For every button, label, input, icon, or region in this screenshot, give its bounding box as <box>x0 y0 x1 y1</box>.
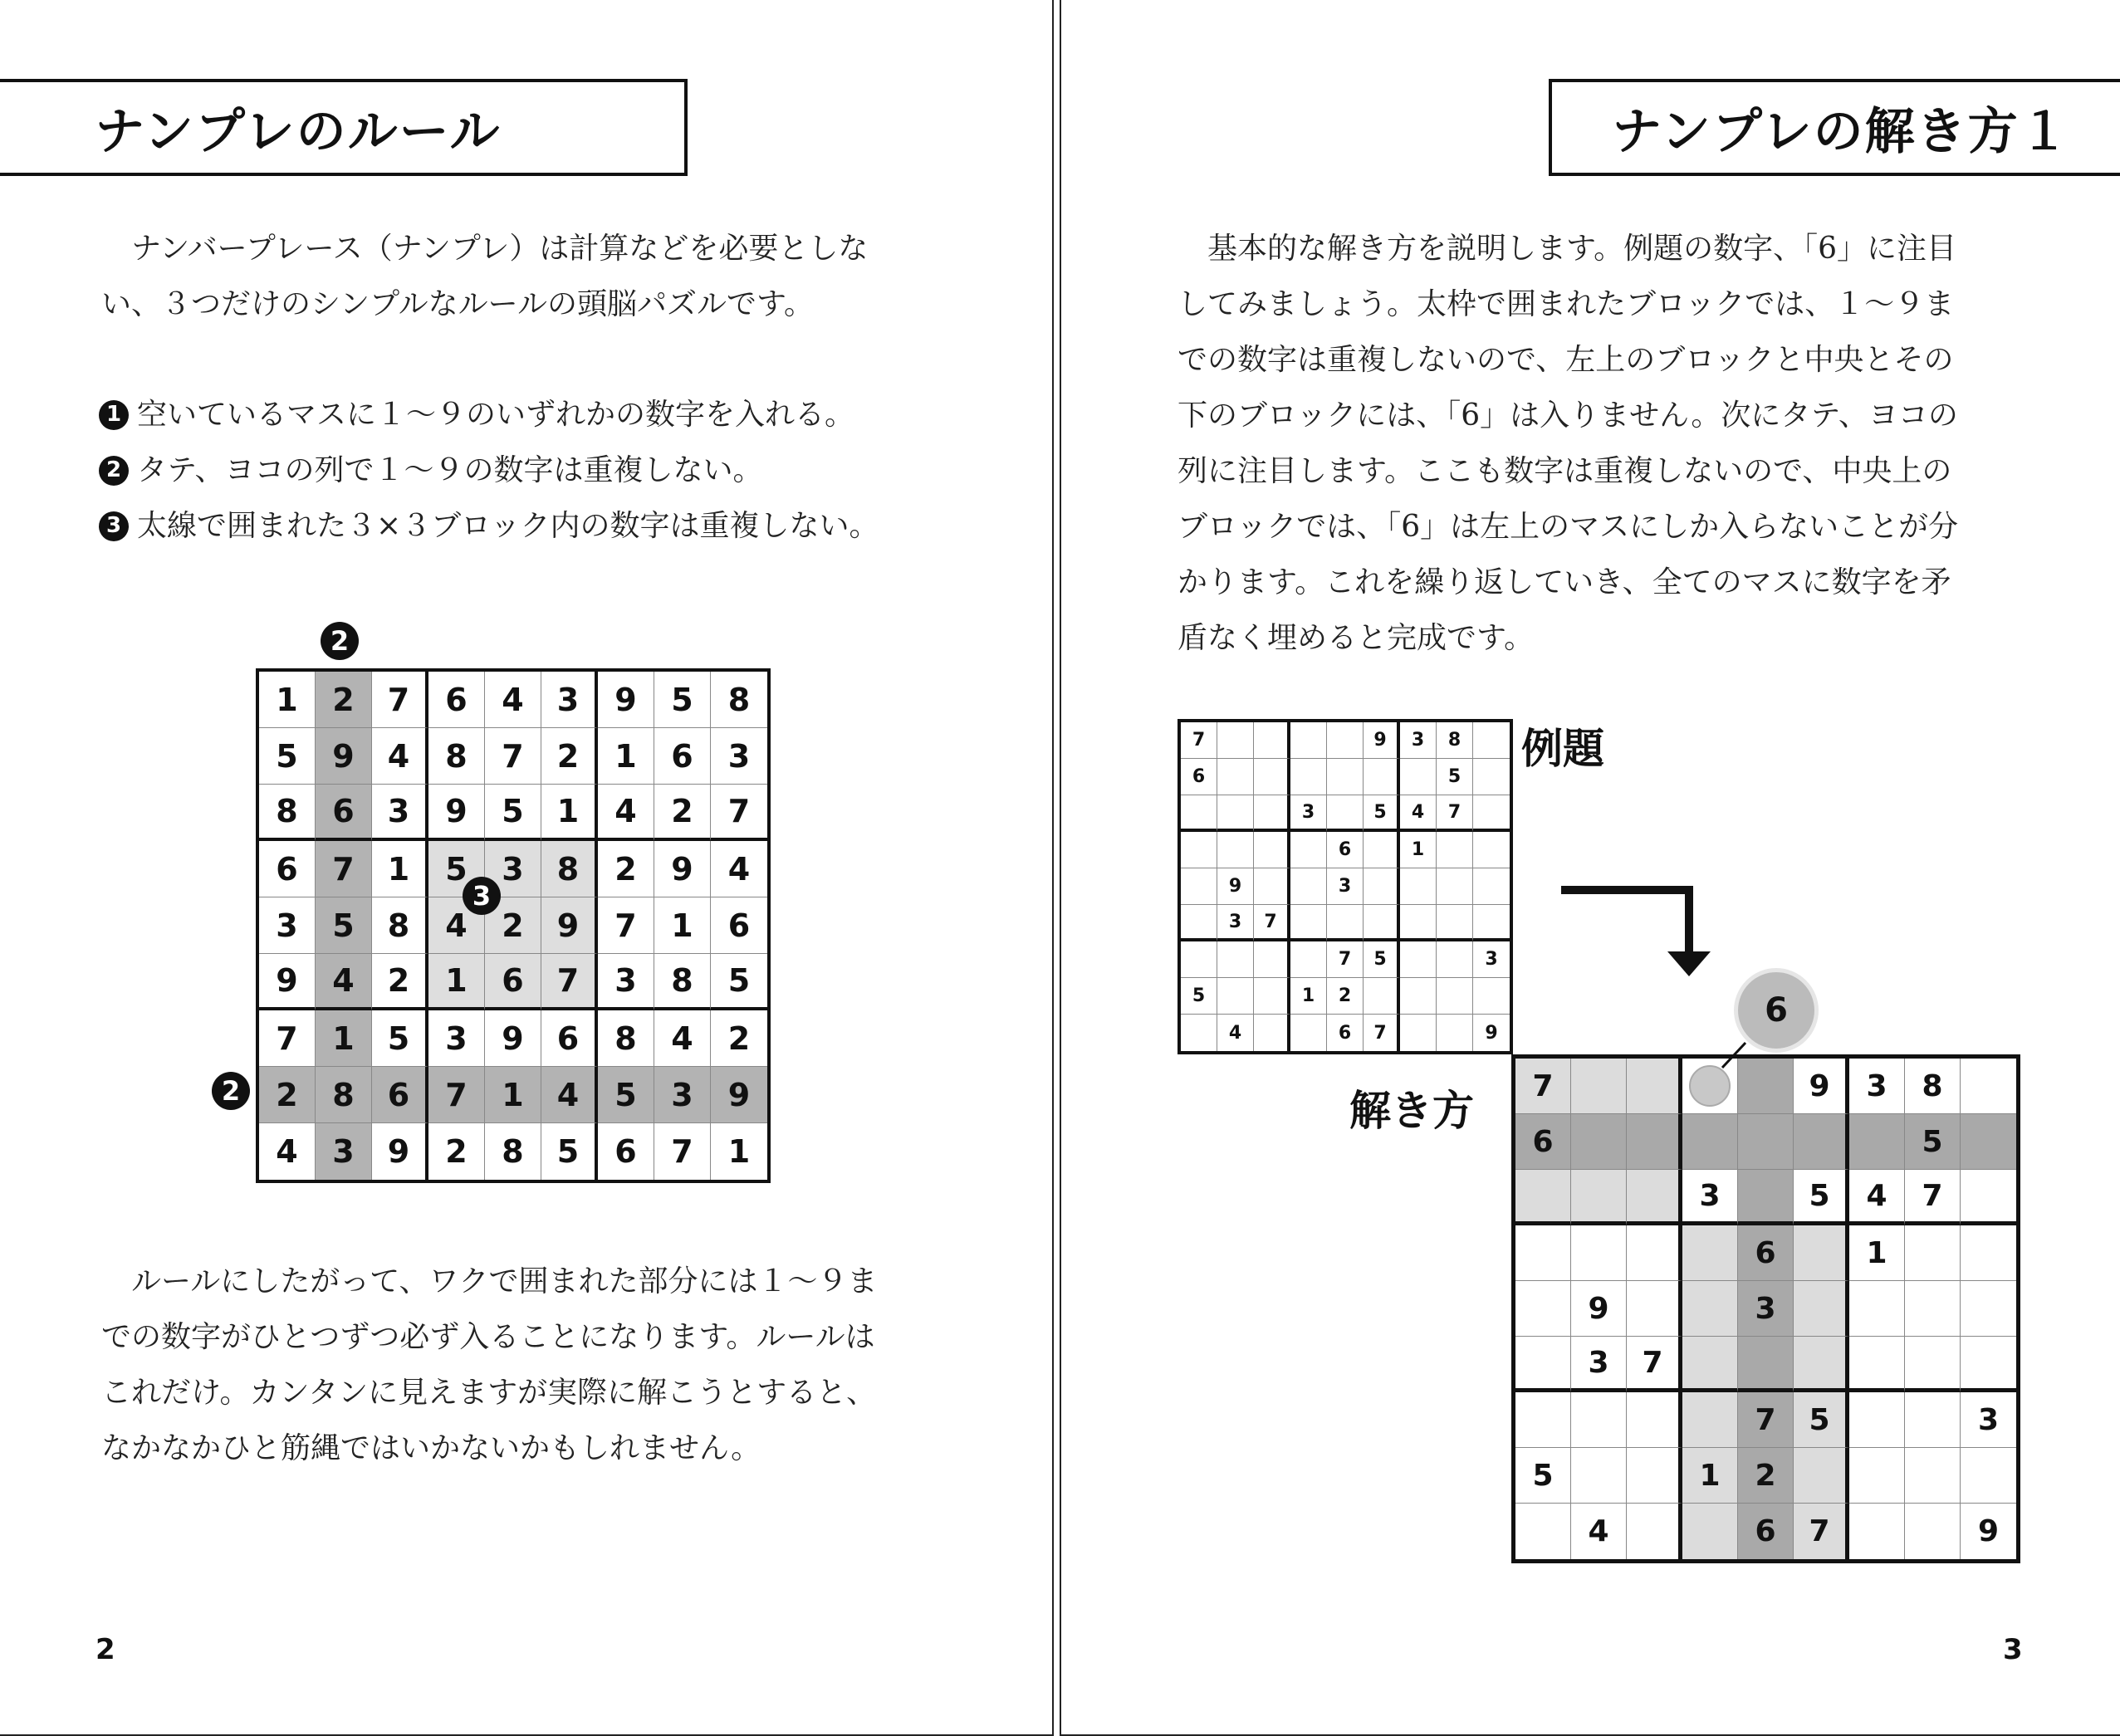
solution-cell <box>1905 1504 1961 1559</box>
example-cell <box>1364 868 1400 905</box>
grid-cell: 4 <box>541 1067 598 1123</box>
grid-cell: 3 <box>711 728 767 785</box>
grid-cell: 3 <box>654 1067 711 1123</box>
grid-cell: 2 <box>428 1123 485 1180</box>
grid-cell: 9 <box>541 897 598 954</box>
right-intro-line: 基本的な解き方を説明します。例題の数字、「6」に注目 <box>1178 232 1957 266</box>
example-cell <box>1364 832 1400 868</box>
grid-cell: 6 <box>598 1123 654 1180</box>
solution-cell <box>1515 1281 1571 1337</box>
solution-cell: 3 <box>1682 1170 1738 1225</box>
solution-cell <box>1961 1337 2016 1392</box>
left-closing <box>101 1254 878 1476</box>
example-cell <box>1254 759 1290 795</box>
solution-cell: 7 <box>1627 1337 1682 1392</box>
left-page-number: 2 <box>95 1633 115 1666</box>
solution-cell <box>1961 1225 2016 1281</box>
solution-cell <box>1627 1170 1682 1225</box>
example-cell: 2 <box>1327 978 1364 1015</box>
example-cell <box>1364 905 1400 941</box>
solution-cell <box>1571 1448 1627 1504</box>
example-cell <box>1327 795 1364 832</box>
grid-cell: 3 <box>598 954 654 1010</box>
example-cell: 7 <box>1254 905 1290 941</box>
example-cell <box>1290 868 1327 905</box>
example-cell: 3 <box>1327 868 1364 905</box>
right-page-title: ナンプレの解き方１ <box>1612 102 2071 161</box>
example-cell <box>1254 978 1290 1015</box>
example-cell: 4 <box>1217 1015 1254 1051</box>
right-intro <box>1178 221 1958 666</box>
example-cell <box>1217 722 1254 759</box>
example-cell: 5 <box>1364 795 1400 832</box>
grid-cell: 9 <box>485 1010 541 1067</box>
solution-cell <box>1794 1281 1849 1337</box>
grid-cell: 4 <box>428 897 485 954</box>
example-cell <box>1400 941 1437 978</box>
solution-cell: 9 <box>1977 1514 2000 1548</box>
grid-cell: 2 <box>372 954 428 1010</box>
solution-cell <box>1961 1114 2016 1170</box>
solution-cell: 9 <box>1571 1281 1627 1337</box>
example-cell <box>1254 1015 1290 1051</box>
example-cell <box>1473 722 1510 759</box>
example-cell <box>1290 722 1327 759</box>
solution-cell: 4 <box>1571 1504 1627 1559</box>
solution-cell <box>1682 1392 1738 1448</box>
solution-cell: 6 <box>1738 1225 1794 1281</box>
left-intro-line: い、３つだけのシンプルなルールの頭脳パズルです。 <box>101 287 815 321</box>
grid-cell: 6 <box>316 785 372 841</box>
solution-cell <box>1627 1448 1682 1504</box>
highlight-digit-bubble: 6 <box>1734 968 1819 1053</box>
example-cell <box>1254 941 1290 978</box>
grid-cell: 5 <box>654 672 711 728</box>
grid-cell: 7 <box>711 785 767 841</box>
example-cell <box>1364 978 1400 1015</box>
grid-cell: 6 <box>711 897 767 954</box>
grid-cell: 9 <box>654 841 711 897</box>
solution-cell: 5 <box>1905 1114 1961 1170</box>
solution-cell <box>1571 1114 1627 1170</box>
example-cell <box>1400 868 1437 905</box>
example-cell <box>1437 941 1473 978</box>
grid-cell: 8 <box>428 728 485 785</box>
example-cell <box>1290 1015 1327 1051</box>
grid-cell: 3 <box>541 672 598 728</box>
solution-cell <box>1849 1337 1905 1392</box>
grid-cell: 2 <box>316 672 372 728</box>
example-cell <box>1254 722 1290 759</box>
left-intro-line: ナンバープレース（ナンプレ）は計算などを必要としな <box>101 232 869 266</box>
solution-cell <box>1794 1448 1849 1504</box>
example-cell <box>1437 905 1473 941</box>
solution-cell <box>1571 1170 1627 1225</box>
left-title-box <box>0 79 688 176</box>
rule-item <box>99 387 879 443</box>
rules-list <box>99 387 879 554</box>
grid-cell: 1 <box>372 841 428 897</box>
grid-cell: 9 <box>711 1067 767 1123</box>
example-cell <box>1290 941 1327 978</box>
left-page-title: ナンプレのルール <box>95 102 502 161</box>
solution-cell <box>1515 1392 1571 1448</box>
right-intro-line: 下のブロックには、「6」は入りません。次にタテ、ヨコの <box>1178 399 1958 433</box>
solution-cell <box>1627 1392 1682 1448</box>
grid-cell: 9 <box>428 785 485 841</box>
solution-cell <box>1627 1059 1682 1114</box>
solution-cell <box>1738 1170 1794 1225</box>
grid-cell: 4 <box>259 1123 316 1180</box>
grid-cell: 8 <box>485 1123 541 1180</box>
rule-item <box>99 443 879 498</box>
right-intro-line: かります。これを繰り返していき、全てのマスに数字を矛 <box>1178 565 1951 599</box>
grid-cell: 7 <box>598 897 654 954</box>
solution-cell <box>1627 1225 1682 1281</box>
solution-cell <box>1905 1225 1961 1281</box>
example-cell <box>1217 832 1254 868</box>
solution-cell: 3 <box>1961 1392 2016 1448</box>
solution-cell: 7 <box>1515 1059 1571 1114</box>
example-cell <box>1254 868 1290 905</box>
grid-cell: 2 <box>598 841 654 897</box>
rule-marker: 2 <box>99 456 129 486</box>
solution-cell <box>1627 1281 1682 1337</box>
left-closing-line: での数字がひとつずつ必ず入ることになります。ルールは <box>101 1320 875 1354</box>
example-cell: 8 <box>1437 722 1473 759</box>
solution-cell: 7 <box>1794 1504 1849 1559</box>
solution-cell <box>1627 1504 1682 1559</box>
grid-cell: 2 <box>654 785 711 841</box>
example-cell <box>1254 795 1290 832</box>
example-cell: 7 <box>1437 795 1473 832</box>
right-intro-line: での数字は重複しないので、左上のブロックと中央とその <box>1178 343 1954 377</box>
example-cell: 5 <box>1181 978 1217 1015</box>
grid-cell: 8 <box>654 954 711 1010</box>
rule-item <box>99 498 879 554</box>
example-label: 例題 <box>1521 725 1604 773</box>
example-cell <box>1217 978 1254 1015</box>
example-cell <box>1217 941 1254 978</box>
grid-cell: 5 <box>598 1067 654 1123</box>
grid-cell: 4 <box>372 728 428 785</box>
right-intro-line: ブロックでは、「6」は左上のマスにしか入らないことが分 <box>1178 510 1959 544</box>
solution-cell <box>1682 1504 1738 1559</box>
grid-cell: 8 <box>372 897 428 954</box>
example-cell <box>1437 1015 1473 1051</box>
example-cell <box>1290 905 1327 941</box>
grid-cell: 2 <box>541 728 598 785</box>
example-cell <box>1473 759 1510 795</box>
grid-cell: 6 <box>541 1010 598 1067</box>
grid-cell: 4 <box>654 1010 711 1067</box>
example-cell <box>1254 832 1290 868</box>
right-title-box <box>1549 79 2120 176</box>
grid-cell: 5 <box>259 728 316 785</box>
example-cell <box>1473 795 1510 832</box>
solution-cell <box>1849 1392 1905 1448</box>
solution-cell <box>1571 1059 1627 1114</box>
grid-cell: 7 <box>428 1067 485 1123</box>
solution-cell <box>1738 1114 1794 1170</box>
solution-cell: 2 <box>1738 1448 1794 1504</box>
rule-marker: 1 <box>99 400 129 430</box>
solution-cell <box>1905 1448 1961 1504</box>
solution-cell: 1 <box>1849 1225 1905 1281</box>
example-cell <box>1181 795 1217 832</box>
example-cell: 7 <box>1364 1015 1400 1051</box>
grid-cell: 2 <box>485 897 541 954</box>
solution-cell <box>1738 1337 1794 1392</box>
example-cell <box>1437 832 1473 868</box>
grid-cell: 7 <box>541 954 598 1010</box>
grid-cell: 8 <box>316 1067 372 1123</box>
example-cell: 3 <box>1217 905 1254 941</box>
solution-cell <box>1794 1225 1849 1281</box>
grid-cell: 1 <box>485 1067 541 1123</box>
grid-cell: 7 <box>485 728 541 785</box>
left-closing-line: なかなかひと筋縄ではいかないかもしれません。 <box>101 1431 761 1465</box>
example-cell: 6 <box>1181 759 1217 795</box>
example-cell <box>1473 905 1510 941</box>
grid-cell: 3 <box>485 841 541 897</box>
example-cell <box>1473 832 1510 868</box>
example-puzzle-grid <box>1178 719 1513 1054</box>
solution-cell <box>1571 1392 1627 1448</box>
solution-cell: 3 <box>1849 1059 1905 1114</box>
grid-cell: 8 <box>541 841 598 897</box>
example-cell <box>1400 1015 1437 1051</box>
grid-cell: 3 <box>372 785 428 841</box>
solution-cell: 8 <box>1905 1059 1961 1114</box>
example-cell <box>1181 1015 1217 1051</box>
solution-cell: 3 <box>1571 1337 1627 1392</box>
example-cell: 9 <box>1217 868 1254 905</box>
grid-cell: 8 <box>598 1010 654 1067</box>
solution-cell: 4 <box>1849 1170 1905 1225</box>
right-intro-line: してみましょう。太枠で囲まれたブロックでは、１～９ま <box>1178 287 1955 321</box>
solution-cell <box>1961 1281 2016 1337</box>
solution-cell <box>1849 1448 1905 1504</box>
solution-cell <box>1905 1392 1961 1448</box>
example-cell <box>1364 759 1400 795</box>
example-cell <box>1437 978 1473 1015</box>
example-cell: 3 <box>1290 795 1327 832</box>
solution-cell: 5 <box>1794 1392 1849 1448</box>
solution-cell: 5 <box>1515 1448 1571 1504</box>
grid-cell: 1 <box>428 954 485 1010</box>
example-cell <box>1400 759 1437 795</box>
arrow-icon <box>1553 880 1719 988</box>
grid-cell: 1 <box>541 785 598 841</box>
grid-cell: 5 <box>485 785 541 841</box>
grid-cell: 5 <box>372 1010 428 1067</box>
grid-cell: 7 <box>316 841 372 897</box>
row-marker: 2 <box>212 1072 250 1110</box>
grid-cell: 1 <box>316 1010 372 1067</box>
solution-cell: 5 <box>1794 1170 1849 1225</box>
example-cell <box>1473 978 1510 1015</box>
example-cell: 4 <box>1400 795 1437 832</box>
solution-cell <box>1738 1059 1794 1114</box>
grid-cell: 6 <box>259 841 316 897</box>
grid-cell: 7 <box>654 1123 711 1180</box>
rule-text: タテ、ヨコの列で１～９の数字は重複しない。 <box>137 453 763 487</box>
solution-cell: 3 <box>1738 1281 1794 1337</box>
example-cell <box>1181 832 1217 868</box>
solution-cell: 9 <box>1794 1059 1849 1114</box>
solution-label: 解き方 <box>1349 1087 1474 1135</box>
solution-cell <box>1794 1114 1849 1170</box>
example-cell <box>1400 978 1437 1015</box>
grid-cell: 6 <box>485 954 541 1010</box>
grid-cell: 5 <box>711 954 767 1010</box>
rule-text: 空いているマスに１～９のいずれかの数字を入れる。 <box>137 398 855 432</box>
grid-cell: 6 <box>428 672 485 728</box>
grid-cell: 8 <box>711 672 767 728</box>
grid-cell: 6 <box>654 728 711 785</box>
grid-cell: 1 <box>654 897 711 954</box>
solution-cell <box>1849 1281 1905 1337</box>
example-cell: 6 <box>1327 1015 1364 1051</box>
grid-cell: 4 <box>598 785 654 841</box>
solution-cell: 1 <box>1682 1448 1738 1504</box>
grid-cell: 5 <box>428 841 485 897</box>
example-cell <box>1290 832 1327 868</box>
example-cell <box>1181 941 1217 978</box>
block-marker: 3 <box>463 877 501 915</box>
left-closing-line: ルールにしたがって、ワクで囲まれた部分には１～９ま <box>101 1264 878 1298</box>
grid-cell: 7 <box>372 672 428 728</box>
solution-cell <box>1961 1170 2016 1225</box>
grid-cell: 3 <box>316 1123 372 1180</box>
example-cell <box>1290 759 1327 795</box>
solution-cell <box>1515 1170 1571 1225</box>
example-cell <box>1437 868 1473 905</box>
left-intro <box>101 221 868 332</box>
solution-cell <box>1682 1059 1738 1114</box>
grid-cell: 9 <box>372 1123 428 1180</box>
grid-cell: 1 <box>727 1133 751 1170</box>
grid-cell: 8 <box>259 785 316 841</box>
example-cell: 1 <box>1400 832 1437 868</box>
example-cell: 1 <box>1290 978 1327 1015</box>
grid-cell: 5 <box>541 1123 598 1180</box>
example-cell: 6 <box>1327 832 1364 868</box>
grid-cell: 1 <box>259 672 316 728</box>
grid-cell: 9 <box>598 672 654 728</box>
grid-cell: 2 <box>259 1067 316 1123</box>
example-cell <box>1217 795 1254 832</box>
solution-cell <box>1905 1337 1961 1392</box>
solution-cell <box>1961 1448 2016 1504</box>
solution-cell <box>1682 1281 1738 1337</box>
example-cell <box>1400 905 1437 941</box>
example-cell: 7 <box>1327 941 1364 978</box>
solution-cell <box>1905 1281 1961 1337</box>
grid-cell: 4 <box>316 954 372 1010</box>
column-marker: 2 <box>321 622 359 660</box>
solution-cell: 6 <box>1738 1504 1794 1559</box>
solution-cell: 7 <box>1738 1392 1794 1448</box>
right-intro-line: 列に注目します。ここも数字は重複しないので、中央上の <box>1178 454 1952 488</box>
solution-cell <box>1682 1114 1738 1170</box>
solution-cell <box>1682 1225 1738 1281</box>
solution-cell <box>1571 1225 1627 1281</box>
solution-cell <box>1849 1114 1905 1170</box>
grid-cell: 3 <box>259 897 316 954</box>
grid-cell: 4 <box>485 672 541 728</box>
example-cell <box>1217 759 1254 795</box>
example-cell <box>1327 759 1364 795</box>
example-cell: 5 <box>1364 941 1400 978</box>
candidate-dot-icon <box>1689 1065 1731 1107</box>
solution-puzzle-grid <box>1511 1054 2020 1563</box>
example-cell: 5 <box>1437 759 1473 795</box>
rule-marker: 3 <box>99 511 129 541</box>
example-cell <box>1327 722 1364 759</box>
example-cell <box>1327 905 1364 941</box>
grid-cell: 4 <box>711 841 767 897</box>
solution-cell <box>1515 1504 1571 1559</box>
example-cell: 3 <box>1473 941 1510 978</box>
solution-cell <box>1682 1337 1738 1392</box>
example-cell: 3 <box>1400 722 1437 759</box>
solution-cell <box>1515 1337 1571 1392</box>
solution-cell: 6 <box>1515 1114 1571 1170</box>
solution-cell <box>1849 1504 1905 1559</box>
example-cell: 7 <box>1181 722 1217 759</box>
solution-cell <box>1794 1337 1849 1392</box>
rules-sudoku-grid <box>256 668 771 1183</box>
example-cell: 9 <box>1364 722 1400 759</box>
grid-cell: 1 <box>598 728 654 785</box>
example-cell <box>1181 868 1217 905</box>
solution-cell <box>1961 1059 2016 1114</box>
solution-cell <box>1515 1225 1571 1281</box>
solution-cell <box>1627 1114 1682 1170</box>
grid-cell: 9 <box>316 728 372 785</box>
grid-cell: 2 <box>711 1010 767 1067</box>
grid-cell: 9 <box>259 954 316 1010</box>
solution-cell: 7 <box>1905 1170 1961 1225</box>
example-cell <box>1473 868 1510 905</box>
grid-cell: 7 <box>259 1010 316 1067</box>
grid-cell: 5 <box>316 897 372 954</box>
left-closing-line: これだけ。カンタンに見えますが実際に解こうとすると、 <box>101 1376 877 1410</box>
right-intro-line: 盾なく埋めると完成です。 <box>1178 621 1535 655</box>
grid-cell: 6 <box>372 1067 428 1123</box>
right-page-number: 3 <box>2003 1633 2023 1666</box>
grid-cell: 3 <box>428 1010 485 1067</box>
example-cell: 9 <box>1485 1022 1498 1044</box>
rule-text: 太線で囲まれた３×３ブロック内の数字は重複しない。 <box>137 509 879 543</box>
example-cell <box>1181 905 1217 941</box>
